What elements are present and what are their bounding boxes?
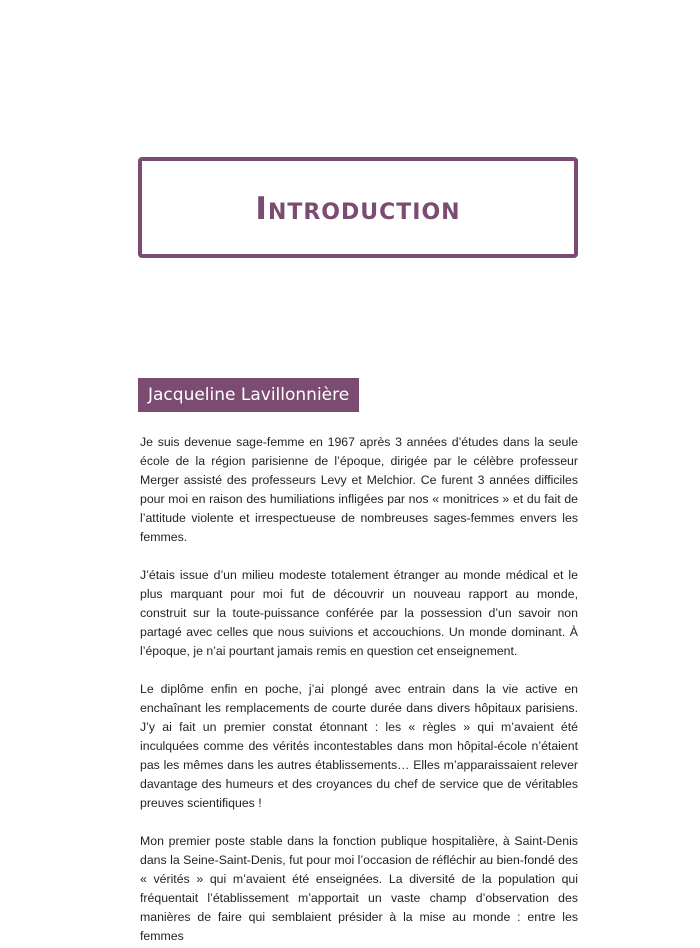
paragraph: Le diplôme enfin en poche, j’ai plongé avec entrain dans la vie active en enchaînant les remplacements de courte durée dans divers hôpitaux parisiens. J’y ai fait un premier constat étonnant : les « règles » qui m’avaient été inculquées comme des vérités incontestables dans mon hôpital-école n’étaient pas les mêmes dans les autres établissements… Elles m’apparaissaient relever davantage des humeurs et des croyances du chef de service que de véritables preuves scientifiques ! <box>140 682 578 810</box>
paragraph: Je suis devenue sage-femme en 1967 après 3 années d’études dans la seule école de la région parisienne de l’époque, dirigée par le célèbre professeur Merger assisté des professeurs Levy et Melchior. Ce furent 3 années difficiles pour moi en raison des humiliations infligées par nos « monitrices » et du fait de l’attitude violente et irrespectueuse de nombreuses sages-femmes envers les femmes. <box>140 435 578 544</box>
author-badge: Jacqueline Lavillonnière <box>138 378 359 412</box>
paragraph: Mon premier poste stable dans la fonction publique hospitalière, à Saint-Denis dans la Seine-Saint-Denis, fut pour moi l’occasion de réfléchir au bien-fondé des « vérités » qui m’avaient été enseignées. La diversité de la population qui fréquentait l’établissement m’apportait un vaste champ d’observation des manières de faire qui semblaient présider à la mise au monde : entre les femmes <box>140 834 578 943</box>
chapter-title-frame <box>138 157 578 258</box>
chapter-title: Introduction <box>255 190 461 227</box>
paragraph: J’étais issue d’un milieu modeste totalement étranger au monde médical et le plus marquant pour moi fut de découvrir un nouveau rapport au monde, construit sur la toute-puissance conférée par la possession d’un savoir non partagé avec celles que nous suivions et accouchions. Un monde dominant. À l’époque, je n’ai pourtant jamais remis en question cet enseignement. <box>140 568 578 658</box>
body-text <box>140 433 578 946</box>
